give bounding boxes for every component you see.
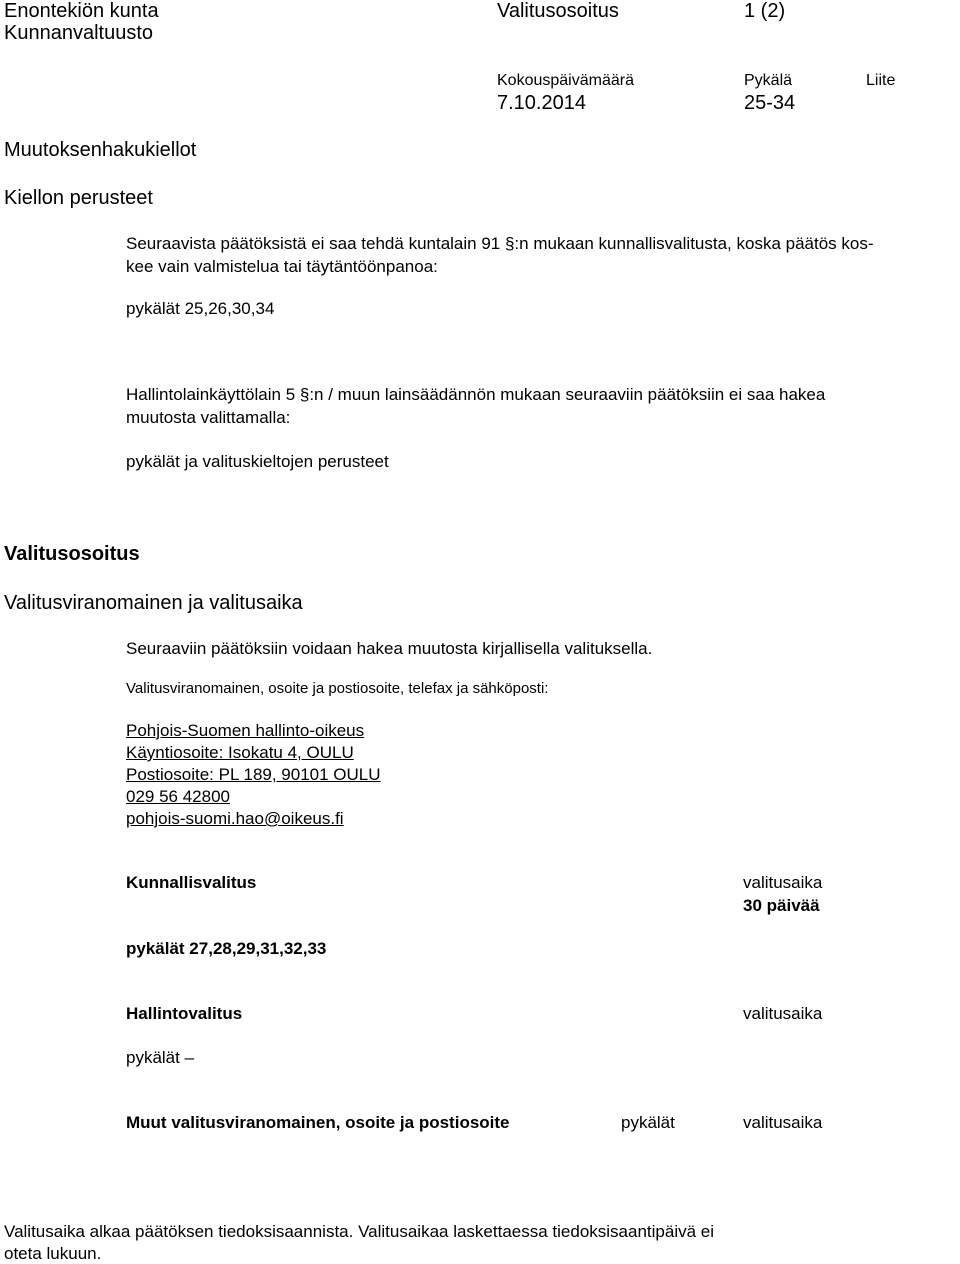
meeting-date: 7.10.2014: [497, 92, 586, 114]
section-label: Pykälä: [744, 72, 793, 89]
restrictions-paragraph-2-line-2: muutosta valittamalla:: [126, 408, 291, 427]
restrictions-paragraph-2-line-1: Hallintolainkäyttölain 5 §:n / muun lainsäädännön mukaan seuraaviin päätöksiin ei saa hakea: [126, 385, 826, 404]
other-appeal-title: Muut valitusviranomainen, osoite ja postiosoite: [126, 1113, 510, 1132]
municipal-appeal-sections: pykälät 27,28,29,31,32,33: [126, 939, 327, 958]
authority-visiting-address: Käyntiosoite: Isokatu 4, OULU: [126, 743, 354, 762]
authority-postal-address: Postiosoite: PL 189, 90101 OULU: [126, 765, 381, 784]
administrative-appeal-time-label: valitusaika: [743, 1004, 823, 1023]
other-appeal-sections-label: pykälät: [621, 1113, 675, 1132]
administrative-appeal-sections: pykälät –: [126, 1048, 195, 1067]
restricted-sections-1: pykälät 25,26,30,34: [126, 299, 275, 318]
municipal-appeal-title: Kunnallisvalitus: [126, 873, 257, 892]
appeal-period-note-line-2: oteta lukuun.: [4, 1244, 102, 1263]
section-range: 25-34: [744, 92, 796, 114]
appeal-heading: Valitusosoitus: [4, 543, 140, 565]
appeal-intro: Seuraaviin päätöksiin voidaan hakea muutosta kirjallisella valituksella.: [126, 639, 653, 658]
restrictions-paragraph-1-line-2: kee vain valmistelua tai täytäntöönpanoa:: [126, 257, 438, 276]
appeal-authority-label: Valitusviranomainen, osoite ja postiosoite, telefax ja sähköposti:: [126, 680, 549, 697]
appeal-period-note-line-1: Valitusaika alkaa päätöksen tiedoksisaannista. Valitusaikaa laskettaessa tiedoksisaantipäivä ei: [4, 1222, 715, 1241]
document-title: Valitusosoitus: [497, 0, 619, 22]
restricted-sections-2: pykälät ja valituskieltojen perusteet: [126, 452, 389, 471]
municipal-appeal-time-label: valitusaika: [743, 873, 823, 892]
administrative-appeal-title: Hallintovalitus: [126, 1004, 243, 1023]
authority-email: pohjois-suomi.hao@oikeus.fi: [126, 809, 344, 828]
municipal-appeal-time: 30 päivää: [743, 896, 820, 915]
authority-name: Pohjois-Suomen hallinto-oikeus: [126, 721, 365, 740]
meeting-date-label: Kokouspäivämäärä: [497, 72, 634, 89]
restrictions-subheading: Kiellon perusteet: [4, 187, 153, 209]
other-appeal-time-label: valitusaika: [743, 1113, 823, 1132]
authority-phone: 029 56 42800: [126, 787, 230, 806]
restrictions-paragraph-1-line-1: Seuraavista päätöksistä ei saa tehdä kuntalain 91 §:n mukaan kunnallisvalitusta, koska päätös kos-: [126, 234, 874, 253]
organization-name: Enontekiön kunta: [4, 0, 159, 22]
organ-name: Kunnanvaltuusto: [4, 22, 154, 44]
appeal-subheading: Valitusviranomainen ja valitusaika: [4, 592, 303, 614]
attachment-label: Liite: [866, 72, 896, 89]
restrictions-heading: Muutoksenhakukiellot: [4, 139, 197, 161]
page-number: 1 (2): [744, 0, 786, 22]
